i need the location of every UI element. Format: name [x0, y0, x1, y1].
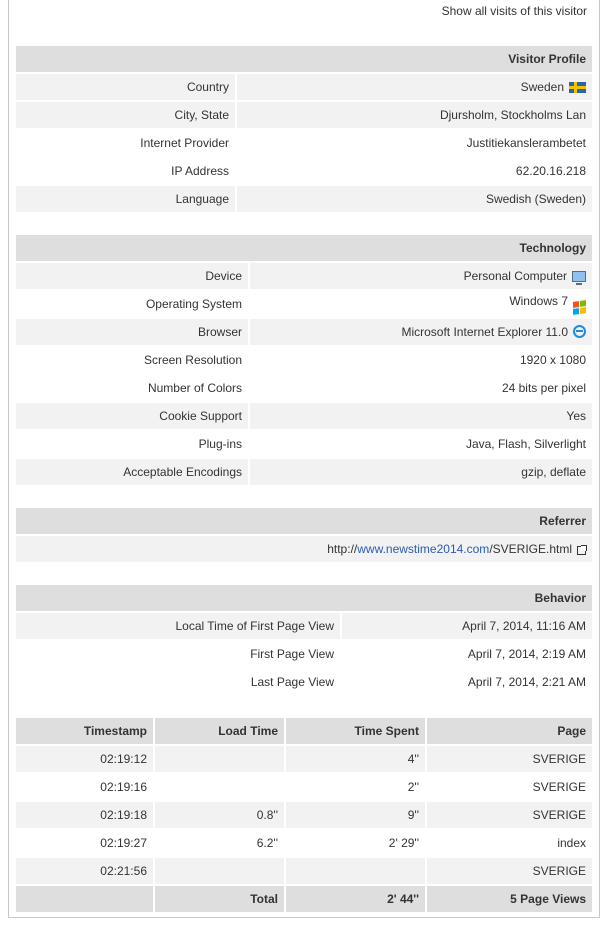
show-all-visits-link[interactable]: Show all visits of this visitor: [441, 4, 587, 18]
behavior-table: [16, 583, 592, 697]
row-value: 62.20.16.218: [515, 164, 586, 178]
time-spent-cell: [286, 858, 427, 884]
row-value: Justitiekanslerambetet: [466, 136, 586, 150]
row-value: 24 bits per pixel: [501, 381, 586, 395]
row-label: Country: [16, 74, 237, 100]
load-time-cell: 0.8'': [155, 802, 286, 828]
column-header: Load Time: [155, 718, 286, 744]
row-value: gzip, deflate: [250, 459, 592, 485]
tech-row-cookies: [16, 403, 592, 429]
time-spent-cell: 9'': [286, 802, 427, 828]
referrer-row: [16, 536, 592, 562]
page-cell: SVERIGE: [427, 802, 592, 828]
column-header: Time Spent: [286, 718, 427, 744]
column-header: Page: [427, 718, 592, 744]
timestamp-cell: 02:19:27: [16, 830, 155, 856]
page-cell: index: [557, 836, 586, 850]
profile-row-isp: [16, 130, 592, 156]
tech-row-browser: [16, 319, 592, 345]
visitor-profile-header: Visitor Profile: [16, 46, 592, 72]
page-views-table: [16, 716, 592, 914]
profile-row-language: [16, 186, 592, 212]
row-value: April 7, 2014, 2:21 AM: [467, 675, 586, 689]
tech-row-encodings: [16, 459, 592, 485]
row-label: Local Time of First Page View: [16, 613, 342, 639]
row-label: IP Address: [16, 158, 237, 184]
row-label: Operating System: [16, 291, 250, 317]
timestamp-cell: 02:19:16: [16, 774, 155, 800]
row-label: Plug-ins: [16, 431, 250, 457]
table-row: [16, 830, 592, 856]
visitor-profile-table: [16, 44, 592, 214]
sweden-flag-icon: [569, 82, 586, 93]
row-value: Microsoft Internet Explorer 11.0: [401, 325, 568, 339]
time-spent-cell: 2'': [286, 774, 427, 800]
load-time-cell: [155, 746, 286, 772]
windows-icon: [573, 300, 586, 315]
row-label: Number of Colors: [16, 375, 250, 401]
page-cell: SVERIGE: [427, 746, 592, 772]
technology-header: Technology: [16, 235, 592, 261]
time-spent-cell: 2' 29'': [286, 830, 427, 856]
table-header-row: [16, 718, 592, 744]
profile-row-country: [16, 74, 592, 100]
tech-row-plugins: [16, 431, 592, 457]
tech-row-resolution: [16, 347, 592, 373]
row-label: First Page View: [16, 641, 342, 667]
row-value: Windows 7: [509, 294, 568, 308]
profile-row-ip: [16, 158, 592, 184]
row-label: Browser: [16, 319, 250, 345]
column-header: Timestamp: [16, 718, 155, 744]
row-value: 1920 x 1080: [519, 353, 586, 367]
table-row: [16, 774, 592, 800]
behavior-row-local-time: [16, 613, 592, 639]
row-value: April 7, 2014, 11:16 AM: [342, 613, 592, 639]
external-link-icon[interactable]: [577, 546, 586, 555]
load-time-cell: 6.2'': [155, 830, 286, 856]
total-row: [16, 886, 592, 912]
referrer-header: Referrer: [16, 508, 592, 534]
row-value: Djursholm, Stockholms Lan: [237, 102, 592, 128]
row-value: Personal Computer: [463, 269, 567, 283]
profile-row-city: [16, 102, 592, 128]
behavior-row-last-view: [16, 669, 592, 695]
table-row: [16, 858, 592, 884]
behavior-row-first-view: [16, 641, 592, 667]
total-time-spent: 2' 44'': [286, 886, 427, 912]
computer-icon: [572, 271, 586, 282]
row-label: Acceptable Encodings: [16, 459, 250, 485]
behavior-header: Behavior: [16, 585, 592, 611]
tech-row-device: [16, 263, 592, 289]
row-label: Language: [16, 186, 237, 212]
time-spent-cell: 4'': [286, 746, 427, 772]
total-label: Total: [155, 886, 286, 912]
table-row: [16, 746, 592, 772]
load-time-cell: [155, 774, 286, 800]
timestamp-cell: 02:19:18: [16, 802, 155, 828]
internet-explorer-icon: [573, 325, 586, 338]
timestamp-cell: 02:19:12: [16, 746, 155, 772]
referrer-link[interactable]: http://www.newstime2014.com/SVERIGE.html: [327, 542, 572, 556]
page-cell: SVERIGE: [427, 858, 592, 884]
table-row: [16, 802, 592, 828]
row-label: Internet Provider: [16, 130, 237, 156]
row-value: Java, Flash, Silverlight: [465, 437, 586, 451]
tech-row-os: [16, 291, 592, 317]
total-blank-cell: [16, 886, 155, 912]
row-value: Swedish (Sweden): [237, 186, 592, 212]
timestamp-cell: 02:21:56: [16, 858, 155, 884]
row-value: Yes: [250, 403, 592, 429]
row-label: Screen Resolution: [16, 347, 250, 373]
total-page-views: 5 Page Views: [427, 886, 592, 912]
load-time-cell: [155, 858, 286, 884]
row-value: April 7, 2014, 2:19 AM: [467, 647, 586, 661]
row-label: Last Page View: [16, 669, 342, 695]
row-label: Device: [16, 263, 250, 289]
row-value: Sweden: [520, 80, 564, 94]
tech-row-colors: [16, 375, 592, 401]
row-label: Cookie Support: [16, 403, 250, 429]
referrer-table: [16, 506, 592, 564]
row-label: City, State: [16, 102, 237, 128]
technology-table: [16, 233, 592, 487]
page-cell: SVERIGE: [532, 780, 586, 794]
